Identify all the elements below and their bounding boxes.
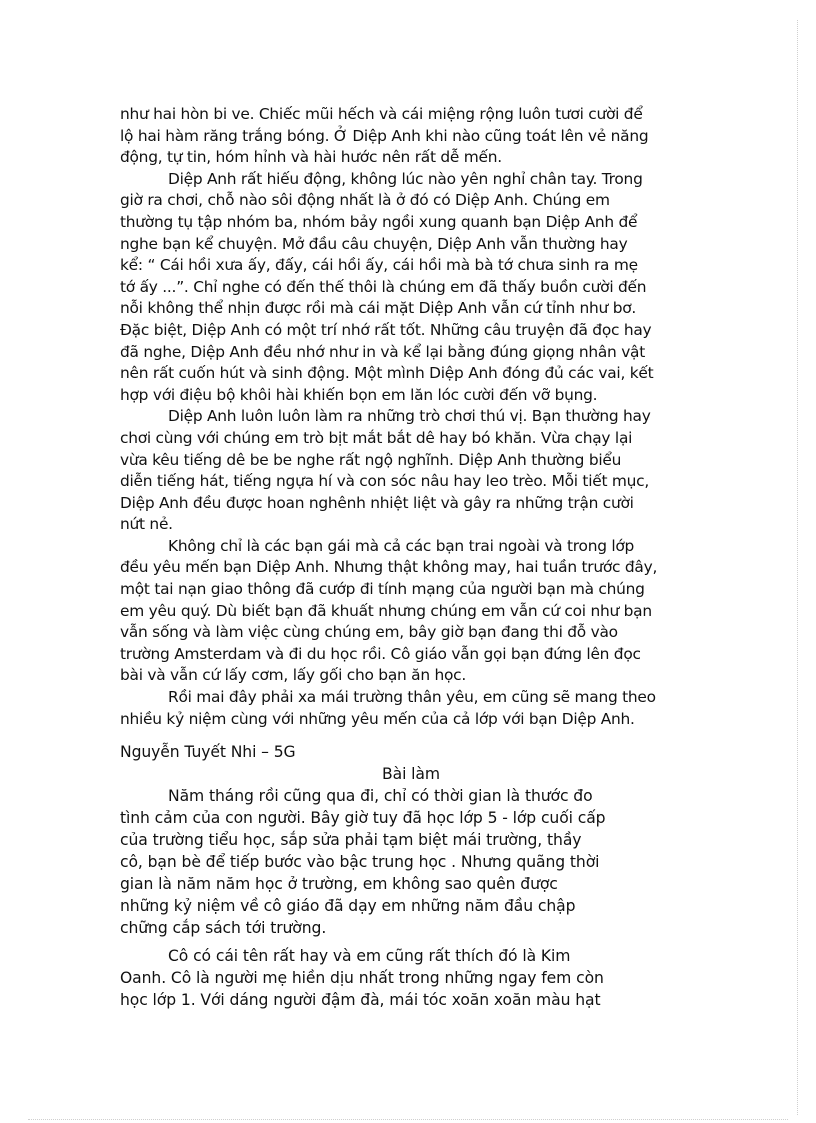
text-line: động, tự tin, hóm hỉnh và hài hước nên rất dễ mến. xyxy=(120,148,502,167)
essay-one-body xyxy=(120,104,702,730)
text-line: những kỷ niệm về cô giáo đã dạy em những năm đầu chập xyxy=(120,897,576,915)
text-line: nứt nẻ. xyxy=(120,515,173,534)
text-line: cô, bạn bè để tiếp bước vào bậc trung học . Nhưng quãng thời xyxy=(120,853,600,871)
text-line: chững cắp sách tới trường. xyxy=(120,919,327,937)
text-line: em yêu quý. Dù biết bạn đã khuất nhưng chúng em vẫn cứ coi như bạn xyxy=(120,601,652,620)
text-line: học lớp 1. Với dáng người đậm đà, mái tóc xoăn xoăn màu hạt xyxy=(120,991,601,1009)
text-line: tình cảm của con người. Bây giờ tuy đã học lớp 5 - lớp cuối cấp xyxy=(120,809,606,827)
paragraph-start-line: Rồi mai đây phải xa mái trường thân yêu, em cũng sẽ mang theo xyxy=(168,688,656,707)
text-line: đều yêu mến bạn Diệp Anh. Nhưng thật không may, hai tuần trước đây, xyxy=(120,558,658,577)
text-line: một tai nạn giao thông đã cướp đi tính mạng của người bạn mà chúng xyxy=(120,580,645,599)
page-edge-divider xyxy=(797,20,798,1115)
paragraph-start-line: Năm tháng rồi cũng qua đi, chỉ có thời gian là thước đo xyxy=(168,787,593,805)
text-line: đã nghe, Diệp Anh đều nhớ như in và kể lại bằng đúng giọng nhân vật xyxy=(120,342,646,361)
paragraph-start-line: Cô có cái tên rất hay và em cũng rất thích đó là Kim xyxy=(168,947,571,965)
text-line: thường tụ tập nhóm ba, nhóm bảy ngồi xung quanh bạn Diệp Anh để xyxy=(120,212,638,231)
text-line: lộ hai hàm răng trắng bóng. Ở Diệp Anh khi nào cũng toát lên vẻ năng xyxy=(120,126,649,145)
text-line: Diệp Anh đều được hoan nghênh nhiệt liệt và gây ra những trận cười xyxy=(120,493,634,512)
text-line: Oanh. Cô là người mẹ hiền dịu nhất trong những ngay fem còn xyxy=(120,969,604,987)
paragraph-start-line: Không chỉ là các bạn gái mà cả các bạn trai ngoài và trong lớp xyxy=(168,536,635,555)
text-line: giờ ra chơi, chỗ nào sôi động nhất là ở đó có Diệp Anh. Chúng em xyxy=(120,191,610,210)
text-line: vừa kêu tiếng dê be be nghe rất ngộ nghĩnh. Diệp Anh thường biểu xyxy=(120,450,622,469)
text-line: hợp với điệu bộ khôi hài khiến bọn em lăn lóc cười đến vỡ bụng. xyxy=(120,385,598,404)
author-line: Nguyễn Tuyết Nhi – 5G xyxy=(120,743,296,761)
text-line: nỗi không thể nhịn được rồi mà cái mặt Diệp Anh vẫn cứ tỉnh như bơ. xyxy=(120,299,637,318)
paragraph-start-line: Diệp Anh rất hiếu động, không lúc nào yên nghỉ chân tay. Trong xyxy=(168,169,643,188)
text-line: kể: “ Cái hồi xưa ấy, đấy, cái hồi ấy, cái hồi mà bà tớ chưa sinh ra mẹ xyxy=(120,256,638,275)
text-line: như hai hòn bi ve. Chiếc mũi hếch và cái miệng rộng luôn tươi cười để xyxy=(120,105,643,123)
text-line: trường Amsterdam và đi du học rồi. Cô giáo vẫn gọi bạn đứng lên đọc xyxy=(120,644,641,663)
text-line: nên rất cuốn hút và sinh động. Một mình Diệp Anh đóng đủ các vai, kết xyxy=(120,364,654,383)
text-line: gian là năm năm học ở trường, em không sao quên được xyxy=(120,875,558,893)
text-line: của trường tiểu học, sắp sửa phải tạm biệt mái trường, thầy xyxy=(120,831,582,849)
text-line: bài và vẫn cứ lấy cơm, lấy gối cho bạn ăn học. xyxy=(120,666,466,685)
text-line: chơi cùng với chúng em trò bịt mắt bắt dê hay bó khăn. Vừa chạy lại xyxy=(120,428,633,447)
text-line: diễn tiếng hát, tiếng ngựa hí và con sóc nâu hay leo trèo. Mỗi tiết mục, xyxy=(120,472,649,491)
text-line: nghe bạn kể chuyện. Mở đầu câu chuyện, Diệp Anh vẫn thường hay xyxy=(120,234,628,253)
text-line: tớ ấy ...”. Chỉ nghe có đến thế thôi là chúng em đã thấy buồn cười đến xyxy=(120,277,647,296)
paragraph-start-line: Diệp Anh luôn luôn làm ra những trò chơi thú vị. Bạn thường hay xyxy=(168,407,651,426)
section-heading: Bài làm xyxy=(382,765,440,783)
page-footer-divider xyxy=(28,1119,788,1120)
essay-two-body xyxy=(120,741,702,1011)
text-line: nhiều kỷ niệm cùng với những yêu mến của cả lớp với bạn Diệp Anh. xyxy=(120,709,635,728)
text-line: Đặc biệt, Diệp Anh có một trí nhớ rất tốt. Những câu truyện đã đọc hay xyxy=(120,320,652,339)
text-line: vẫn sống và làm việc cùng chúng em, bây giờ bạn đang thi đỗ vào xyxy=(120,623,618,642)
